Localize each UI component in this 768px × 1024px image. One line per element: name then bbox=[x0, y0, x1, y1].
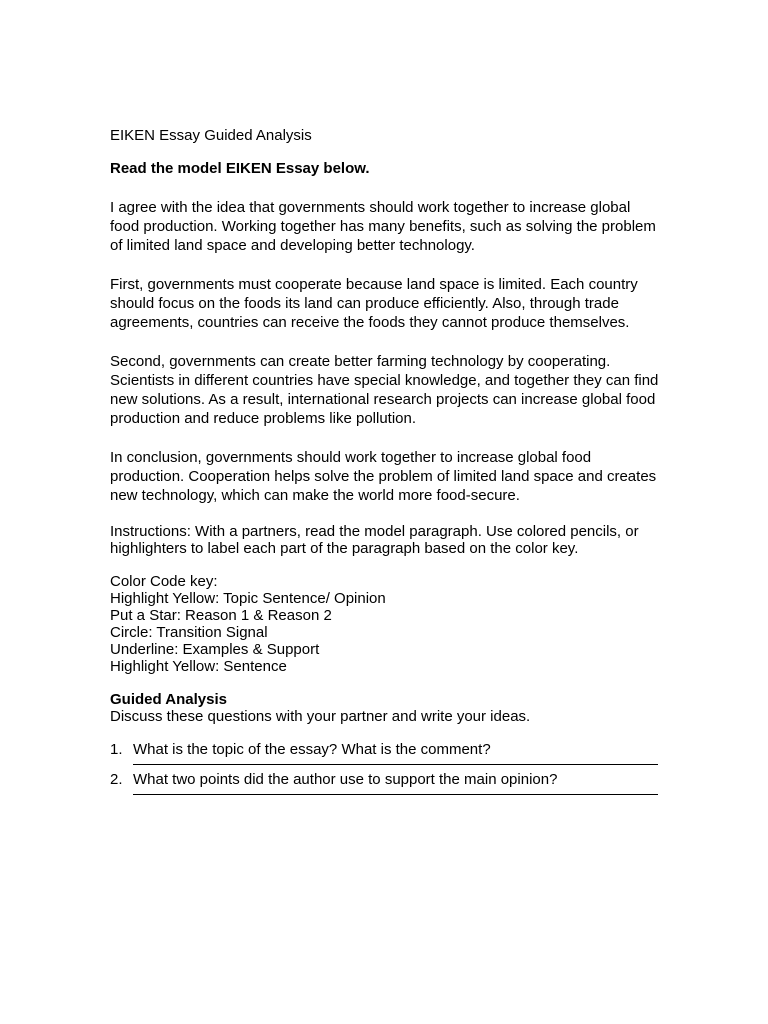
color-code-key bbox=[110, 573, 662, 675]
color-key-item: Put a Star: Reason 1 & Reason 2 bbox=[110, 607, 332, 624]
instructions-text: Instructions: With a partners, read the model paragraph. Use colored pencils, or highlighters to label each part of the paragraph based on the color key. bbox=[110, 523, 639, 557]
question-number: 2. bbox=[110, 771, 123, 788]
essay-paragraph-conclusion: In conclusion, governments should work together to increase global food production. Cooperation helps solve the problem of limited land space and creates new technology, which can make the world more food-secure. bbox=[110, 449, 657, 504]
guided-analysis-heading: Guided Analysis bbox=[110, 691, 227, 708]
essay-paragraph-reason-1: First, governments must cooperate because land space is limited. Each country should focus on the foods its land can produce efficiently. Also, through trade agreements, countries can receive the foods they cannot produce themselves. bbox=[110, 276, 638, 331]
essay-paragraph-intro: I agree with the idea that governments should work together to increase global food production. Working together has many benefits, such as solving the problem of limited land space and developing better technology. bbox=[110, 199, 656, 254]
worksheet-page bbox=[110, 126, 662, 795]
guided-analysis-intro: Discuss these questions with your partner and write your ideas. bbox=[110, 708, 531, 725]
question-item bbox=[110, 771, 662, 795]
answer-line[interactable] bbox=[133, 758, 658, 765]
lead-instruction: Read the model EIKEN Essay below. bbox=[110, 160, 370, 177]
color-key-heading: Color Code key: bbox=[110, 573, 218, 590]
essay-paragraph-reason-2: Second, governments can create better farming technology by cooperating. Scientists in different countries have special knowledge, and together they can find new solutions. As a result, international research projects can increase global food production and reduce problems like pollution. bbox=[110, 353, 659, 427]
document-title: EIKEN Essay Guided Analysis bbox=[110, 127, 312, 144]
color-key-item: Circle: Transition Signal bbox=[110, 624, 268, 641]
question-number: 1. bbox=[110, 741, 123, 758]
question-list bbox=[110, 741, 662, 795]
answer-line[interactable] bbox=[133, 788, 658, 795]
color-key-item: Highlight Yellow: Sentence bbox=[110, 658, 287, 675]
question-text: What two points did the author use to support the main opinion? bbox=[133, 771, 558, 788]
question-item bbox=[110, 741, 662, 765]
color-key-item: Underline: Examples & Support bbox=[110, 641, 320, 658]
question-text: What is the topic of the essay? What is the comment? bbox=[133, 741, 491, 758]
color-key-item: Highlight Yellow: Topic Sentence/ Opinion bbox=[110, 590, 386, 607]
guided-analysis-section bbox=[110, 691, 662, 725]
